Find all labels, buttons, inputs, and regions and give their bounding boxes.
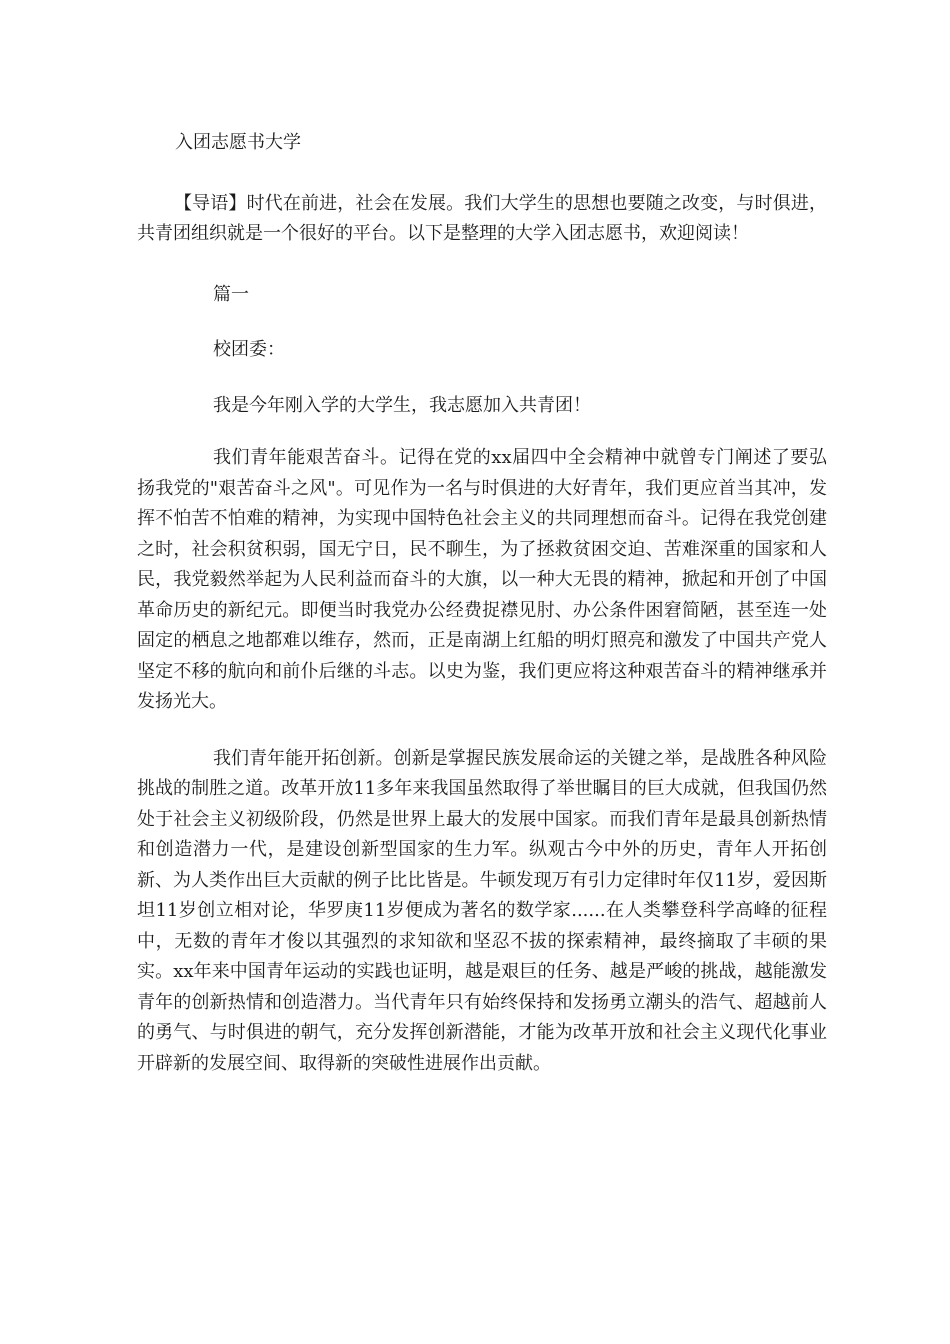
- intro-paragraph: 【导语】时代在前进，社会在发展。我们大学生的思想也要随之改变，与时俱进，共青团组织就是一个很好的平台。以下是整理的大学入团志愿书，欢迎阅读！: [137, 192, 827, 244]
- body-paragraph-innovation: 我们青年能开拓创新。创新是掌握民族发展命运的关键之举，是战胜各种风险挑战的制胜之道。改革开放11多年来我国虽然取得了举世瞩目的巨大成就，但我国仍然处于社会主义初级阶段，仍然是世界上最大的发展中国家。而我们青年是最具创新热情和创造潜力一代，是建设创新型国家的生力军。纵观古今中外的历史，青年人开拓创新、为人类作出巨大贡献的例子比比皆是。牛顿发现万有引力定律时年仅11岁，爱因斯坦11岁创立相对论，华罗庚11岁便成为著名的数学家......在人类攀登科学高峰的征程中，无数的青年才俊以其强烈的求知欲和坚忍不拔的探索精神，最终摘取了丰硕的果实。xx年来中国青年运动的实践也证明，越是艰巨的任务、越是严峻的挑战，越能激发青年的创新热情和创造潜力。当代青年只有始终保持和发扬勇立潮头的浩气、超越前人的勇气、与时俱进的朝气，充分发挥创新潜能，才能为改革开放和社会主义现代化事业开辟新的发展空间、取得新的突破性进展作出贡献。: [137, 747, 827, 1074]
- document-title: 入团志愿书大学: [175, 132, 301, 153]
- document-body: [137, 128, 827, 1079]
- section-heading: 篇一: [213, 283, 249, 305]
- opening-statement: 我是今年刚入学的大学生，我志愿加入共青团！: [213, 394, 591, 416]
- body-paragraph-hard-work: 我们青年能艰苦奋斗。记得在党的xx届四中全会精神中就曾专门阐述了要弘扬我党的"艰苦奋斗之风"。可见作为一名与时俱进的大好青年，我们更应首当其冲，发挥不怕苦不怕难的精神，为实现中国特色社会主义的共同理想而奋斗。记得在我党创建之时，社会积贫积弱，国无宁日，民不聊生，为了拯救贫困交迫、苦难深重的国家和人民，我党毅然举起为人民利益而奋斗的大旗，以一种大无畏的精神，掀起和开创了中国革命历史的新纪元。即便当时我党办公经费捉襟见肘、办公条件困窘简陋，甚至连一处固定的栖息之地都难以维存，然而，正是南湖上红船的明灯照亮和激发了中国共产党人坚定不移的航向和前仆后继的斗志。以史为鉴，我们更应将这种艰苦奋斗的精神继承并发扬光大。: [137, 447, 827, 712]
- salutation: 校团委：: [213, 339, 285, 360]
